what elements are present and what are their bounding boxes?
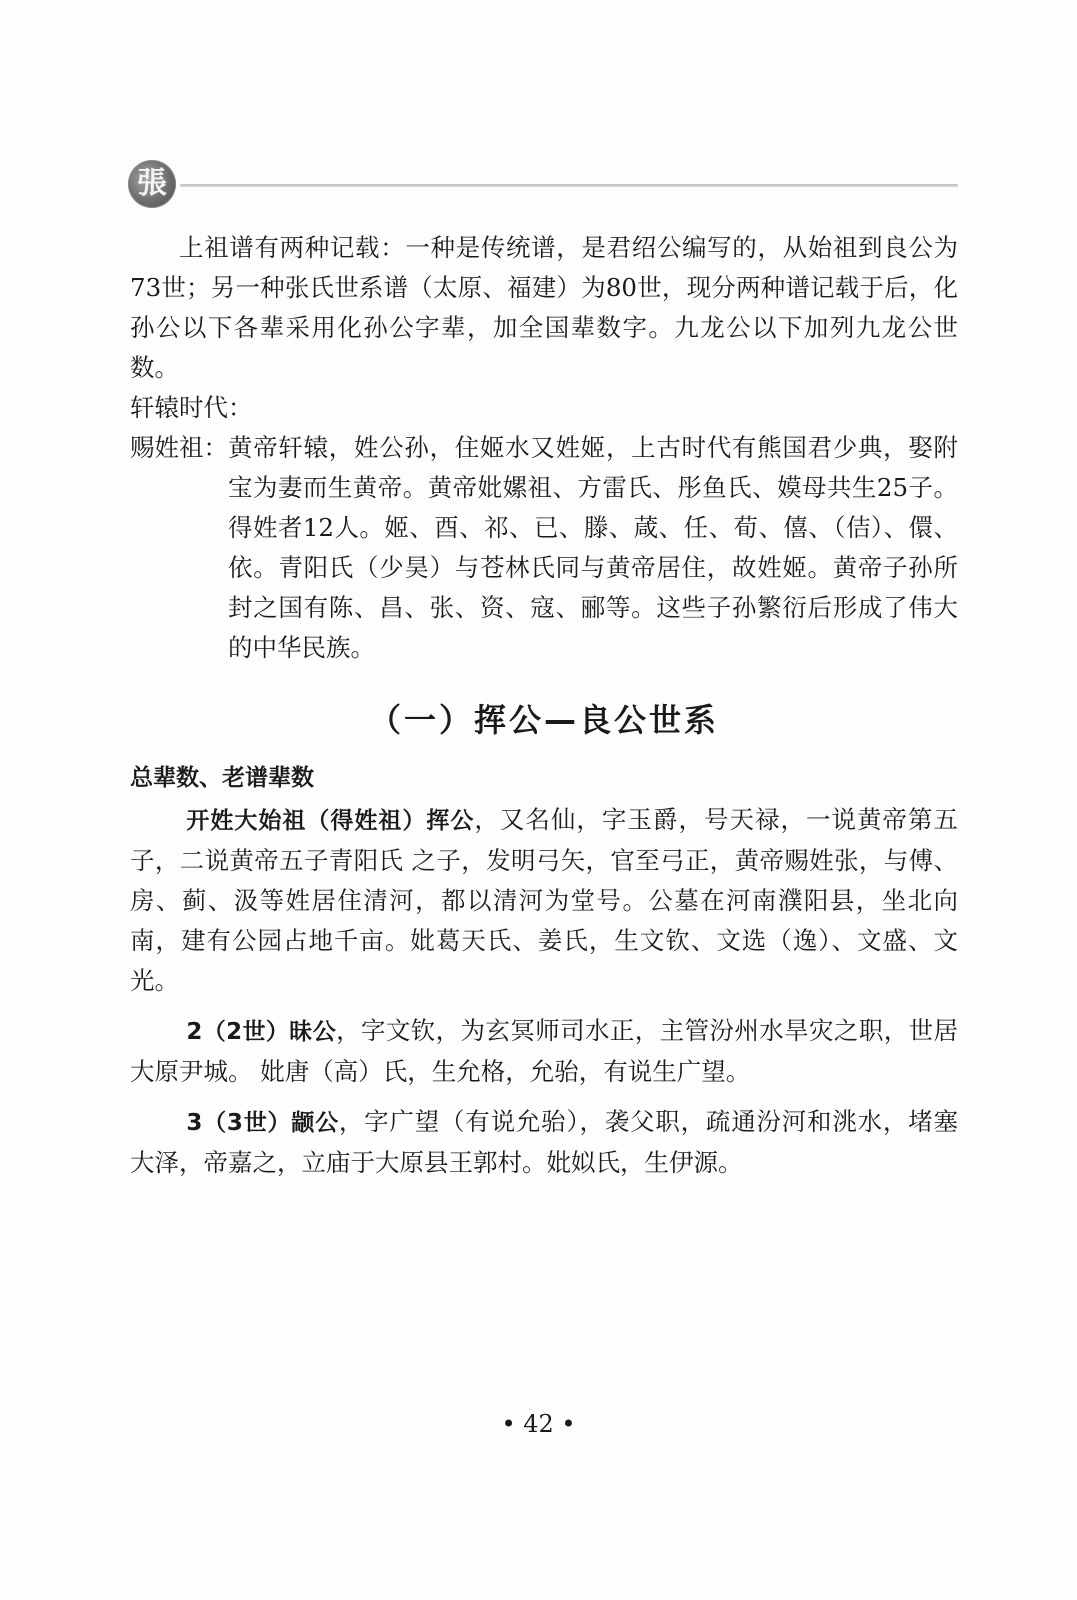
granted-surname-label: 赐姓祖： (130, 433, 228, 462)
entry-text: ，又名仙，字玉爵，号天禄，一说黄帝第五子，二说黄帝五子青阳氏 之子，发明弓矢，官至弓正，黄帝赐姓张，与傅、房、蓟、汲等姓居住清河，都以清河为堂号。公墓在河南濮阳县，坐北向南，建有公园占地千亩。妣葛天氏、姜氏，生文钦、文选（逸）、文盛、文光。 (130, 805, 958, 995)
entry-lead: 3（3世）颛公 (186, 1110, 339, 1136)
genealogy-entry (130, 1102, 958, 1183)
granted-surname-block (130, 428, 958, 668)
era-label: 轩辕时代： (130, 393, 253, 422)
genealogy-entry (130, 1011, 958, 1092)
page-number: • 42 • (501, 1410, 576, 1438)
page-header (128, 160, 958, 212)
entry-text: ，字文钦，为玄冥师司水正，主管汾州水旱灾之职，世居大原尹城。 妣唐（高）氏，生允格，允骀，有说生广望。 (130, 1016, 958, 1086)
entry-lead: 2（2世）昧公 (186, 1019, 337, 1045)
intro-paragraph: 上祖谱有两种记载：一种是传统谱，是君绍公编写的，从始祖到良公为73世；另一种张氏世系谱（太原、福建）为80世，现分两种谱记载于后，化孙公以下各辈采用化孙公字辈，加全国辈数字。九龙公以下加列九龙公世数。 (130, 233, 958, 382)
section-subtitle: 总辈数、老谱辈数 (130, 765, 314, 791)
header-rule-divider (180, 184, 958, 187)
entry-text: ，字广望（有说允骀），袭父职，疏通汾河和洮水，堵塞大泽，帝嘉之，立庙于大原县王郭村。妣姒氏，生伊源。 (130, 1107, 958, 1177)
entry-lead: 开姓大始祖（得姓祖）挥公 (186, 808, 475, 834)
seal-character: 張 (137, 166, 167, 201)
section-title: （一）挥公—良公世系 (368, 701, 719, 739)
genealogy-entry (130, 800, 958, 1001)
granted-surname-text: 黄帝轩辕，姓公孙，住姬水又姓姬，上古时代有熊国君少典，娶附宝为妻而生黄帝。黄帝妣嫘祖、方雷氏、彤鱼氏、嫫母共生25子。得姓者12人。姬、酉、祁、已、滕、葴、任、荀、僖、（佶）、儇、依。青阳氏（少昊）与苍林氏同与黄帝居住，故姓姬。黄帝子孙所封之国有陈、昌、张、资、寇、郦等。这些子孙繁衍后形成了伟大的中华民族。 (228, 433, 958, 662)
page-body (130, 228, 958, 1193)
zhang-seal-emblem (128, 160, 176, 208)
